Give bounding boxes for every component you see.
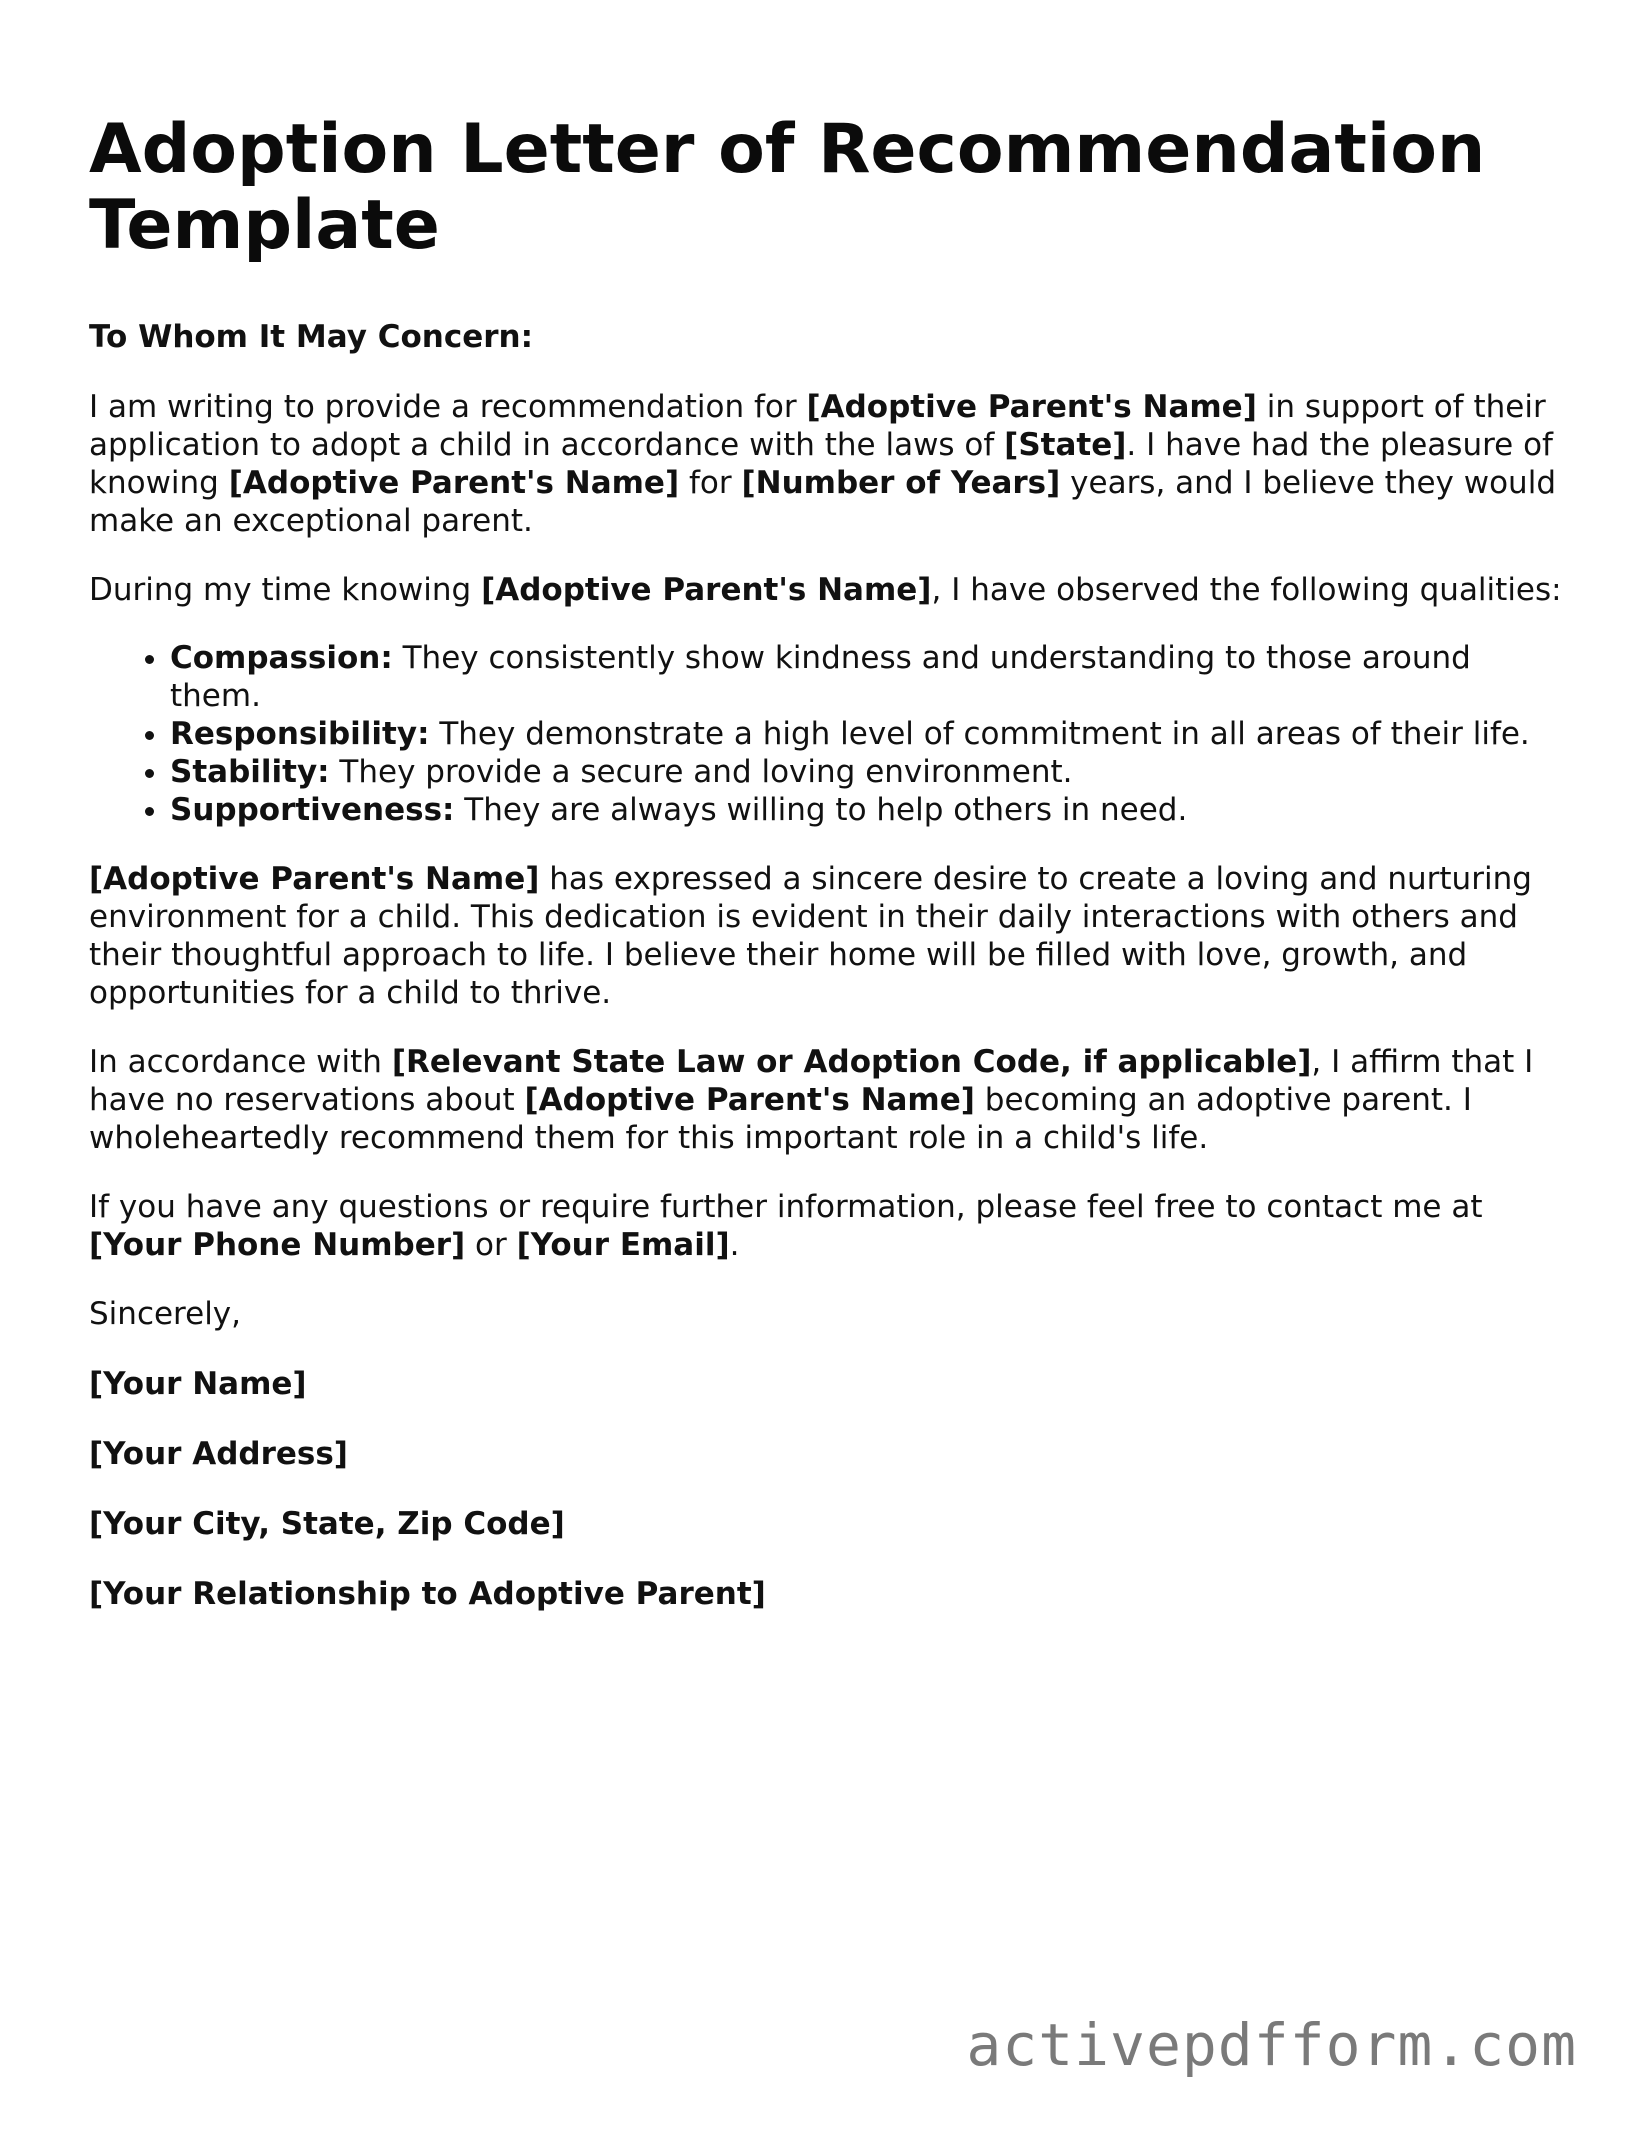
list-item [170,753,1569,791]
law-text-3: becoming an adoptive parent. I wholeheartedly recommend them for this important role in a child's life. [89,1082,1472,1156]
quality-label: Compassion: [170,640,393,676]
state-placeholder: [State] [1004,427,1127,463]
letter-page [89,112,1569,1613]
quality-text: They demonstrate a high level of commitment in all areas of their life. [429,716,1530,752]
list-item [170,715,1569,753]
intro-text-5: years, and I believe they would make an exceptional parent. [89,465,1556,539]
years-placeholder: [Number of Years] [741,465,1061,501]
closing: Sincerely, [89,1296,242,1332]
intro-text-1: I am writing to provide a recommendation for [89,389,807,425]
email-placeholder: [Your Email] [516,1227,730,1263]
quality-label: Supportiveness: [170,792,455,828]
contact-paragraph [89,1188,1569,1264]
signature-name: [Your Name] [89,1366,307,1402]
parent-name-placeholder: [Adoptive Parent's Name] [524,1082,975,1118]
signature-relationship: [Your Relationship to Adoptive Parent] [89,1576,766,1612]
contact-text-3: . [729,1227,740,1263]
qualities-list [89,639,1569,829]
contact-text-1: If you have any questions or require further information, please feel free to contact me at [89,1189,1483,1225]
parent-name-placeholder: [Adoptive Parent's Name] [806,389,1257,425]
salutation: To Whom It May Concern: [89,319,534,355]
watermark: activepdfform.com [966,2011,1577,2079]
observed-paragraph [89,571,1569,609]
desire-paragraph [89,860,1569,1012]
law-text-2: , I affirm that I have no reservations about [89,1044,1534,1118]
parent-name-placeholder: [Adoptive Parent's Name] [89,861,540,897]
quality-label: Stability: [170,754,330,790]
signature-city-state-zip: [Your City, State, Zip Code] [89,1506,565,1542]
intro-text-4: for [679,465,742,501]
quality-label: Responsibility: [170,716,430,752]
page-title: Adoption Letter of Recommendation Template [89,110,1486,265]
observed-text-1: During my time knowing [89,572,482,608]
intro-text-3: . I have had the pleasure of knowing [89,427,1553,501]
observed-text-2: , I have observed the following qualities: [931,572,1562,608]
law-paragraph [89,1043,1569,1157]
contact-text-2: or [465,1227,517,1263]
list-item [170,791,1569,829]
law-text-1: In accordance with [89,1044,392,1080]
list-item [170,639,1569,715]
desire-text: has expressed a sincere desire to create a loving and nurturing environment for a child. This dedication is evident in their daily interactions with others and their thoughtful approach to life. I believe their home will be filled with love, growth, and opportunities for a child to thrive. [89,861,1532,1011]
signature-address: [Your Address] [89,1436,348,1472]
law-placeholder: [Relevant State Law or Adoption Code, if applicable] [391,1044,1312,1080]
intro-paragraph [89,388,1569,540]
parent-name-placeholder: [Adoptive Parent's Name] [228,465,680,501]
parent-name-placeholder: [Adoptive Parent's Name] [481,572,932,608]
quality-text: They consistently show kindness and understanding to those around them. [170,640,1471,714]
quality-text: They provide a secure and loving environment. [329,754,1073,790]
intro-text-2: in support of their application to adopt a child in accordance with the laws of [89,389,1546,463]
phone-placeholder: [Your Phone Number] [89,1227,466,1263]
quality-text: They are always willing to help others in need. [454,792,1188,828]
